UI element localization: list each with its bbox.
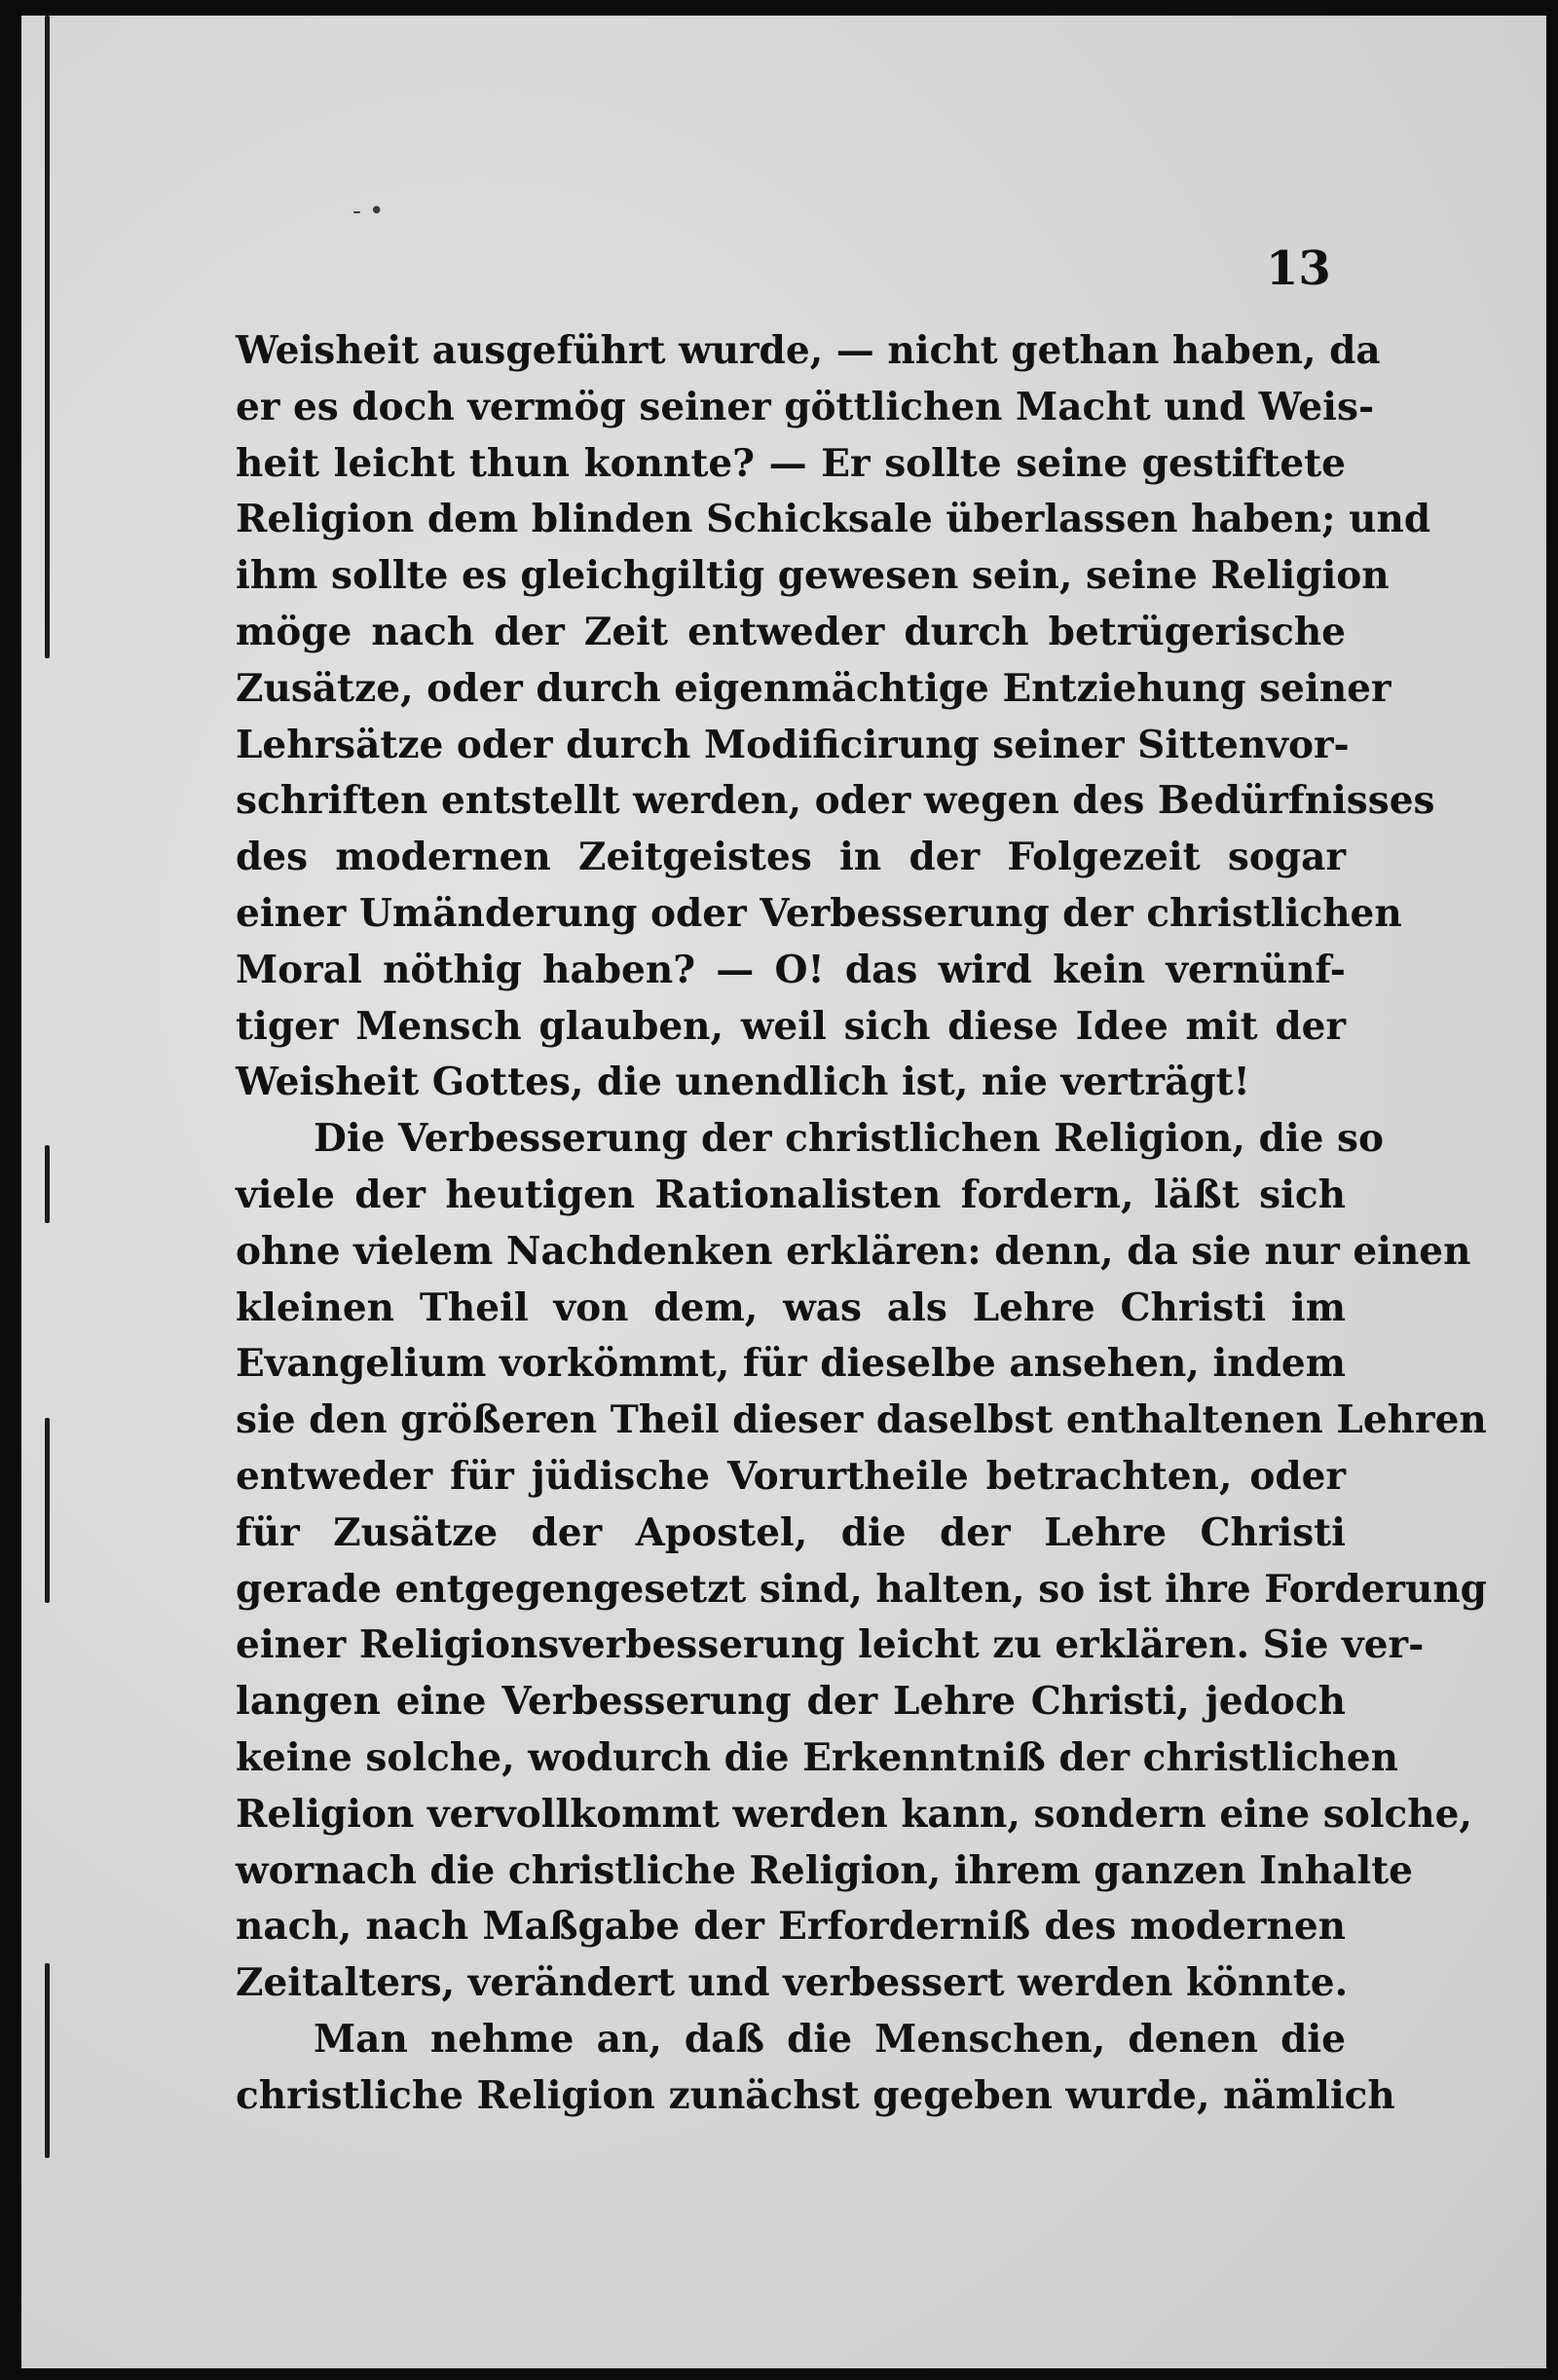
book-page: [21, 16, 1546, 2368]
text-line: des modernen Zeitgeistes in der Folgezeit sogar: [236, 835, 1346, 880]
text-line: Religion dem blinden Schicksale überlassen haben; und: [236, 497, 1431, 542]
text-line: möge nach der Zeit entweder durch betrügerische: [236, 609, 1346, 654]
text-line: Zeitalters, verändert und verbessert werden könnte.: [236, 1960, 1349, 2006]
binding-shadow-mid: [45, 1145, 50, 1223]
text-line: Man nehme an, daß die Menschen, denen die: [314, 2016, 1346, 2062]
text-line: Lehrsätze oder durch Modificirung seiner Sittenvor-: [236, 722, 1350, 767]
text-line: schriften entstellt werden, oder wegen des Bedürfnisses: [236, 778, 1435, 824]
text-line: für Zusätze der Apostel, die der Lehre Christi: [236, 1509, 1346, 1555]
text-line: tiger Mensch glauben, weil sich diese Idee mit der: [236, 1003, 1346, 1049]
text-line: Weisheit Gottes, die unendlich ist, nie verträgt!: [236, 1060, 1250, 1105]
text-line: ihm sollte es gleichgiltig gewesen sein, seine Religion: [236, 553, 1390, 599]
text-line: viele der heutigen Rationalisten fordern, läßt sich: [236, 1171, 1346, 1217]
speck-mark: - •: [352, 197, 385, 226]
text-line: langen eine Verbesserung der Lehre Christi, jedoch: [236, 1679, 1346, 1725]
text-line: nach, nach Maßgabe der Erforderniß des modernen: [236, 1904, 1346, 1950]
text-line: einer Umänderung oder Verbesserung der christlichen: [236, 890, 1402, 936]
text-line: sie den größeren Theil dieser daselbst enthaltenen Lehren: [236, 1397, 1487, 1443]
text-line: einer Religionsverbesserung leicht zu erklären. Sie ver-: [236, 1622, 1425, 1668]
text-line: heit leicht thun konnte? — Er sollte seine gestiftete: [236, 440, 1346, 486]
text-line: Religion vervollkommt werden kann, sondern eine solche,: [236, 1791, 1473, 1837]
text-line: Moral nöthig haben? — O! das wird kein vernünf-: [236, 947, 1346, 992]
text-line: christliche Religion zunächst gegeben wurde, nämlich: [236, 2072, 1395, 2118]
text-line: ohne vielem Nachdenken erklären: denn, da sie nur einen: [236, 1228, 1471, 1274]
body-text: [236, 323, 1487, 2125]
text-line: gerade entgegengesetzt sind, halten, so ist ihre Forderung: [236, 1566, 1487, 1612]
text-line: Weisheit ausgeführt wurde, — nicht gethan haben, da: [236, 328, 1381, 373]
text-line: Zusätze, oder durch eigenmächtige Entziehung seiner: [236, 665, 1391, 711]
binding-shadow-top: [45, 16, 50, 658]
text-line: wornach die christliche Religion, ihrem ganzen Inhalte: [236, 1847, 1413, 1893]
text-line: entweder für jüdische Vorurtheile betrachten, oder: [236, 1453, 1346, 1499]
text-line: er es doch vermög seiner göttlichen Macht und Weis-: [236, 384, 1375, 429]
text-line: keine solche, wodurch die Erkenntniß der christlichen: [236, 1734, 1398, 1780]
binding-shadow-bottom: [45, 1963, 50, 2158]
text-line: Die Verbesserung der christlichen Religion, die so: [314, 1116, 1385, 1162]
page-number: 13: [1266, 242, 1331, 296]
text-line: Evangelium vorkömmt, für dieselbe ansehen, indem: [236, 1341, 1346, 1387]
text-line: kleinen Theil von dem, was als Lehre Christi im: [236, 1284, 1346, 1330]
binding-shadow-lower: [45, 1418, 50, 1603]
